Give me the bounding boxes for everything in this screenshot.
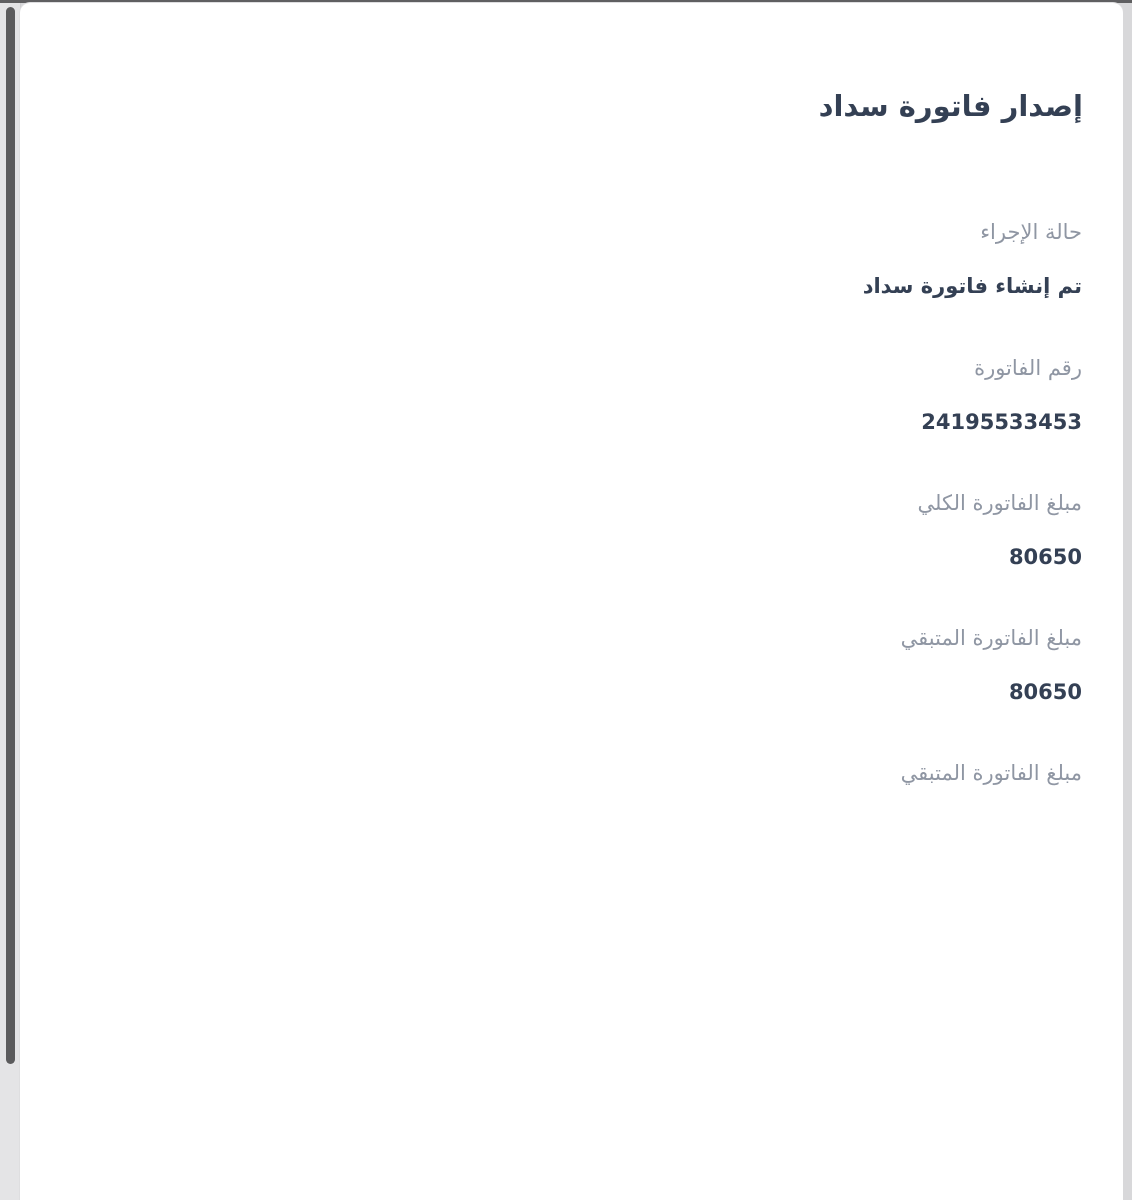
total-amount-value: 80650	[1008, 545, 1082, 569]
window-right-edge	[1123, 3, 1132, 1200]
field-invoice-number	[582, 353, 1082, 437]
modal-title: إصدار فاتورة سداد	[818, 89, 1083, 123]
field-label: حالة الإجراء	[980, 220, 1082, 244]
field-value	[582, 677, 1082, 707]
scrollbar[interactable]	[0, 3, 21, 1200]
remaining-amount-value: 80650	[1008, 680, 1082, 704]
field-value: تم إنشاء فاتورة سداد	[862, 274, 1082, 298]
field-label: مبلغ الفاتورة الكلي	[917, 491, 1082, 515]
field-value	[582, 542, 1082, 572]
invoice-modal	[20, 3, 1123, 1200]
field-action-status	[582, 217, 1082, 301]
scrollbar-thumb[interactable]	[6, 7, 15, 1064]
field-value	[582, 407, 1082, 437]
field-remaining-amount	[582, 623, 1082, 707]
field-label: مبلغ الفاتورة المتبقي	[900, 626, 1082, 650]
field-remaining-amount-repeat	[582, 758, 1082, 788]
field-label: رقم الفاتورة	[974, 356, 1082, 380]
field-label: مبلغ الفاتورة المتبقي	[900, 761, 1082, 785]
invoice-number-value: 24195533453	[921, 410, 1082, 434]
field-total-amount	[582, 488, 1082, 572]
